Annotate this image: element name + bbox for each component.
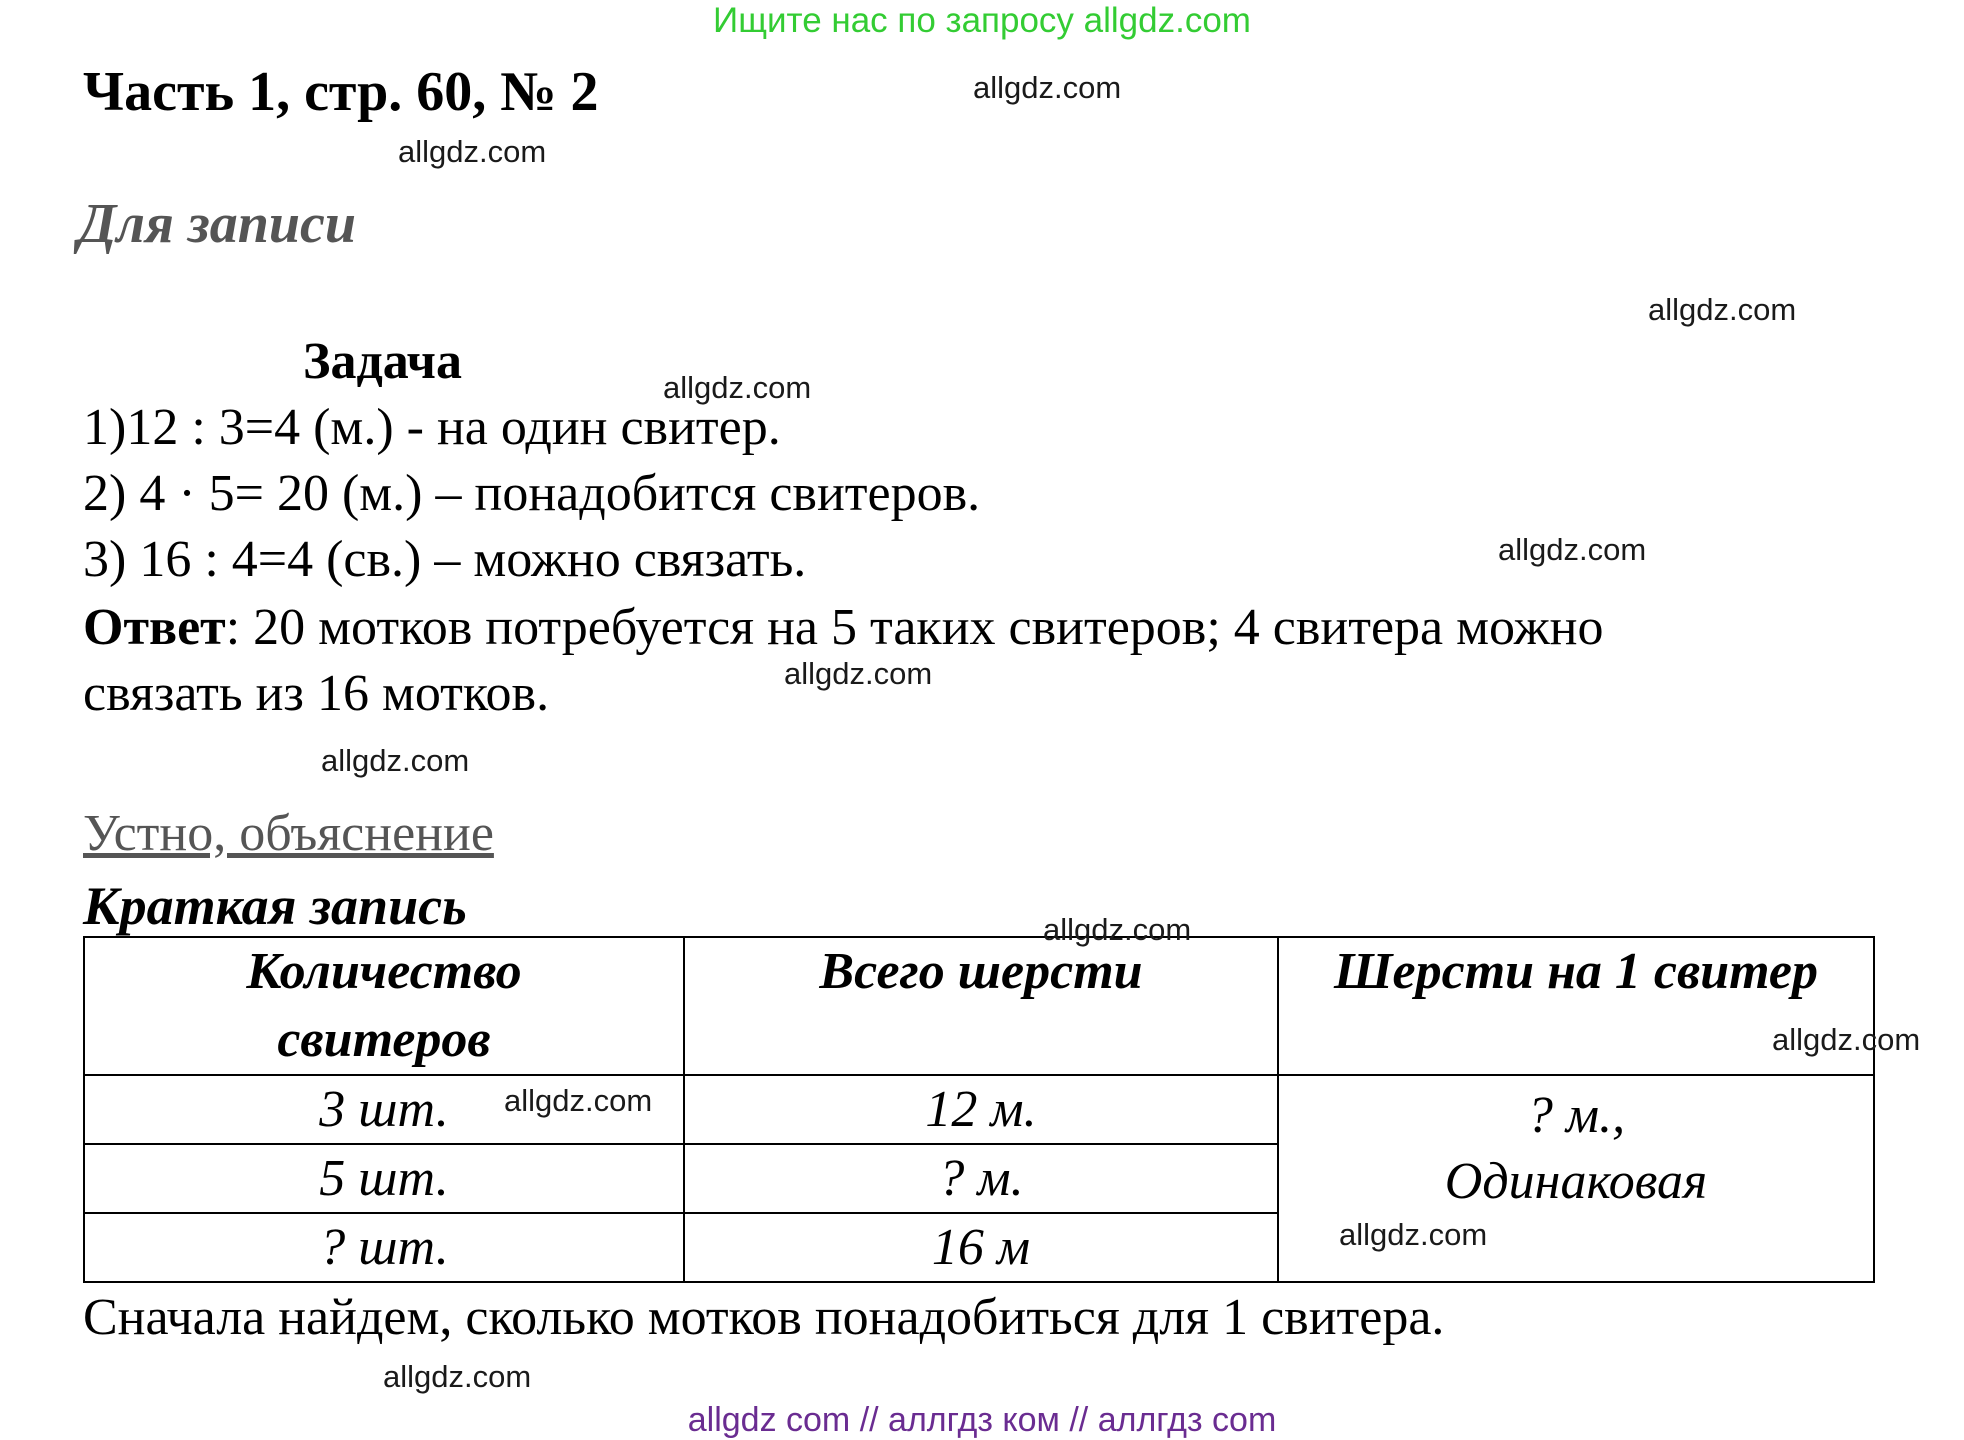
- brief-record-table: [83, 936, 1875, 1283]
- table-cell: 12 м.: [684, 1075, 1278, 1144]
- table-header-row: [84, 937, 1874, 1075]
- watermark: allgdz.com: [1772, 1022, 1921, 1057]
- solution-step-1: 1)12 : 3=4 (м.) - на один свитер.: [83, 399, 781, 456]
- table-cell: 3 шт.: [84, 1075, 684, 1144]
- watermark: allgdz.com: [504, 1083, 653, 1118]
- table-row: [84, 1075, 1874, 1144]
- solution-step-2: 2) 4 · 5= 20 (м.) – понадобится свитеров.: [83, 465, 981, 522]
- answer-label: Ответ: [83, 599, 226, 656]
- watermark: allgdz.com: [1648, 292, 1797, 327]
- task-heading: Задача: [303, 333, 462, 390]
- merged-cell-line-2: Одинаковая: [1444, 1152, 1708, 1210]
- watermark: allgdz.com: [973, 70, 1122, 105]
- table-cell: ? м.: [684, 1144, 1278, 1213]
- answer-text: : 20 мотков потребуется на 5 таких свитеров; 4 свитера можно: [225, 599, 1604, 656]
- watermark: allgdz.com: [398, 134, 547, 169]
- watermark: allgdz.com: [663, 370, 812, 405]
- solution-step-3: 3) 16 : 4=4 (св.) – можно связать.: [83, 531, 807, 588]
- section-heading-record: Для записи: [78, 193, 356, 255]
- site-banner: Ищите нас по запросу allgdz.com: [713, 1, 1251, 40]
- site-footer: allgdz com // аллгдз ком // аллгдз com: [687, 1401, 1277, 1439]
- brief-record-heading: Краткая запись: [83, 876, 467, 936]
- merged-cell-line-1: ? м.,: [1526, 1086, 1626, 1144]
- watermark: allgdz.com: [321, 743, 470, 778]
- header-sweater-count: Количество свитеров: [84, 937, 684, 1075]
- table-cell: ? шт.: [84, 1213, 684, 1282]
- explanation-text: Сначала найдем, сколько мотков понадобиться для 1 свитера.: [83, 1289, 1445, 1346]
- oral-explanation-heading: Устно, объяснение: [83, 805, 494, 862]
- watermark: allgdz.com: [784, 656, 933, 691]
- answer-line: [83, 598, 1604, 658]
- header-total-wool: Всего шерсти: [684, 937, 1278, 1075]
- watermark: allgdz.com: [383, 1359, 532, 1394]
- table-cell: 16 м: [684, 1213, 1278, 1282]
- table-cell: 5 шт.: [84, 1144, 684, 1213]
- watermark: allgdz.com: [1043, 912, 1192, 947]
- watermark: allgdz.com: [1498, 532, 1647, 567]
- header-wool-per-sweater: Шерсти на 1 свитер: [1278, 937, 1874, 1075]
- watermark: allgdz.com: [1339, 1217, 1488, 1252]
- answer-line-2: связать из 16 мотков.: [83, 665, 550, 722]
- page-title: Часть 1, стр. 60, № 2: [83, 61, 599, 123]
